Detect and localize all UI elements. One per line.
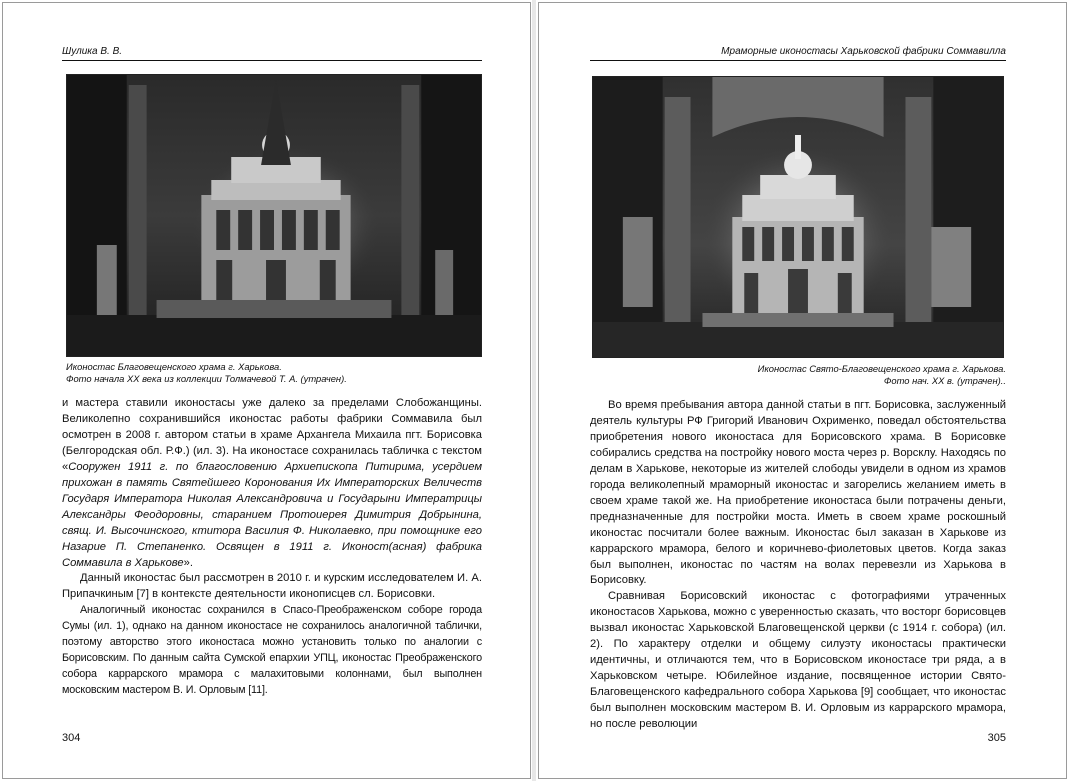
left-photo-caption bbox=[66, 361, 482, 385]
book-gutter bbox=[532, 0, 536, 781]
cathedral-interior-image bbox=[593, 77, 1003, 357]
right-page-number: 305 bbox=[987, 732, 1006, 744]
left-paragraph-1-start: и мастера ставили иконостасы уже далеко за пределами Слобожанщины. Великолепно сохранившийся иконостас работы фабрики Соммавила был осмотрен в 2008 г. автором статьи в храме Архангела Михаила пгт. Борисовка (Белгородская обл. Р.Ф.) (ил. 3). На иконостасе сохранилась табличка с текстом « bbox=[62, 397, 482, 473]
left-paragraph-1-end: ». bbox=[183, 556, 193, 569]
left-caption-line-2: Фото начала XX века из коллекции Толмачевой Т. А. (утрачен). bbox=[66, 373, 347, 384]
right-caption-line-1: Иконостас Свято-Благовещенского храма г. Харькова. bbox=[757, 363, 1006, 374]
left-caption-line-1: Иконостас Благовещенского храма г. Харькова. bbox=[66, 361, 282, 372]
left-body-text bbox=[62, 396, 482, 699]
left-page bbox=[62, 0, 482, 781]
left-iconostasis-photo bbox=[66, 74, 482, 357]
left-paragraph-2: Данный иконостас был рассмотрен в 2010 г. и курским исследователем И. А. Припачкиным [7] в контексте деятельности иконописцев сл. Борисовки. bbox=[62, 572, 482, 601]
right-photo-caption bbox=[594, 363, 1006, 387]
right-caption-line-2: Фото нач. XX в. (утрачен).. bbox=[883, 375, 1006, 386]
plaque-inscription-quote: Сооружен 1911 г. по благословению Архиепископа Питирима, усердием прихожан в память Святейшего Коронования Их Императорских Величеств Государя Императора Николая Александровича и Государыни Императрицы Александры Феодоровны, старанием Протоиерея Димитрия Добрынина, свящ. И. Высочинского, ктитора Василия Ф. Николаевко, при помощнике его Назарие П. Степаненко. Освящен в 1911 г. Иконост(асная) фабрика Соммавила в Харькове bbox=[62, 460, 482, 569]
right-paragraph-2: Сравнивая Борисовский иконостас с фотографиями утраченных иконостасов Харькова, можно с уверенностью сказать, что восторг борисовцев вызвал иконостас Харьковской Благовещенской церкви (с 1914 г. собора) (ил. 2). По характеру отделки и общему силуэту иконостасы практически идентичны, и отличаются тем, что в Борисовском иконостасе три ряда, а в Харьковском четыре. Юбилейное издание, посвященное истории Свято-Благовещенского кафедрального собора Харькова [9] сообщает, что иконостас был выполнен московским мастером В. И. Орловым из каррарского мрамора, но после революции bbox=[590, 590, 1006, 731]
cathedral-interior-image bbox=[67, 75, 481, 356]
right-iconostasis-photo bbox=[592, 76, 1004, 358]
left-running-head: Шулика В. В. bbox=[62, 46, 482, 61]
right-paragraph-1: Во время пребывания автора данной статьи в пгт. Борисовка, заслуженный деятель культуры РФ Григорий Иванович Охрименко, поведал обстоятельства приобретения нового иконостаса для Борисовского храма. В Борисовке собирались средства на постройку нового моста через р. Ворсклу. Находясь по делам в Харькове, некоторые из жителей слободы увидели в одном из храмов города великолепный мраморный иконостас и загорелись желанием иметь в своем храме такой же. На приобретение иконостаса были потрачены деньги, предназначенные для постройки моста. Иметь в своем храме роскошный иконостас посчитали более важным. Иконостас был заказан в Харькове из каррарского мрамора, белого и коричнево-фиолетовых цветов. Когда заказ был выполнен, иконостас по частям на волах перевезли из Харькова в Борисовку. bbox=[590, 399, 1006, 587]
left-paragraph-1 bbox=[62, 396, 482, 571]
right-running-head: Мраморные иконостасы Харьковской фабрики Соммавилла bbox=[590, 46, 1006, 61]
right-page bbox=[590, 0, 1006, 781]
left-paragraph-3: Аналогичный иконостас сохранился в Спасо-Преображенском соборе города Сумы (ил. 1), однако на данном иконостасе не сохранилось аналогичной таблички, поэтому авторство этого иконостаса можно установить только по аналогии с Борисовским. По данным сайта Сумской епархии УПЦ, иконостас Преображенского собора каррарского мрамора с малахитовыми колоннами, был выполнен московским мастером В. И. Орловым [11]. bbox=[62, 604, 482, 697]
right-body-text bbox=[590, 398, 1006, 733]
left-page-number: 304 bbox=[62, 732, 81, 744]
